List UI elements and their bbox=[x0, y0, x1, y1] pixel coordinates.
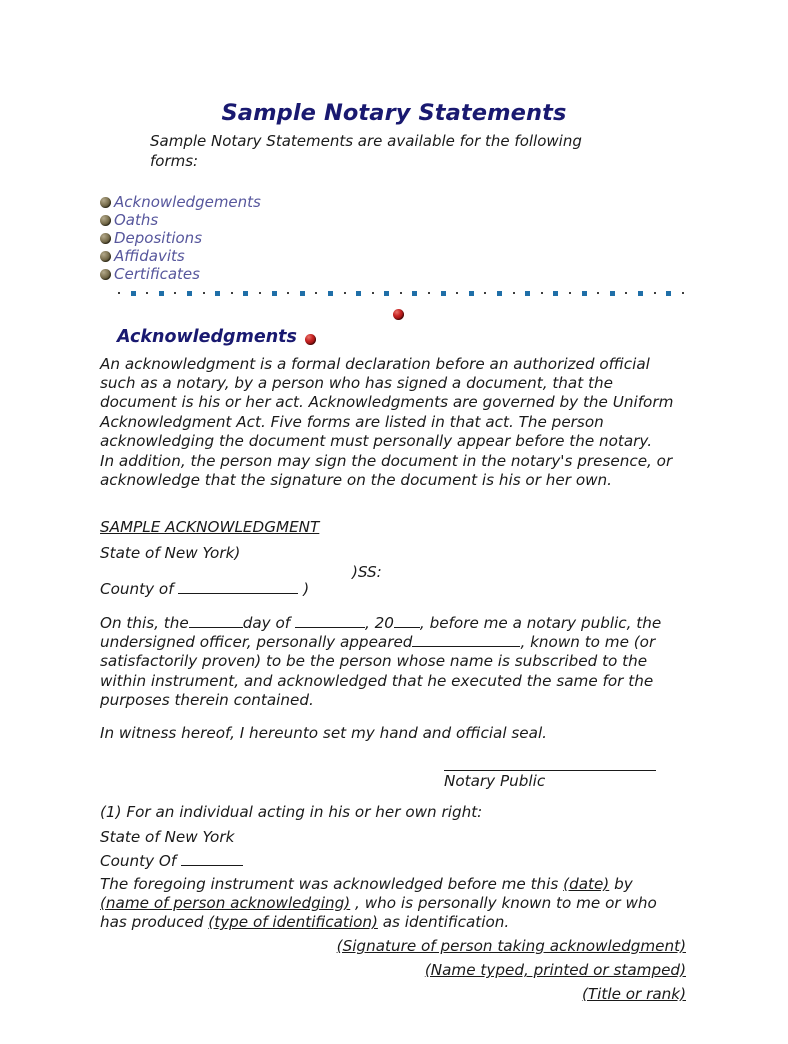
divider-dot-large bbox=[441, 291, 446, 296]
onthis-segment-3: , 20 bbox=[364, 614, 394, 632]
divider-dot-small bbox=[259, 292, 261, 294]
onthis-segment-1: On this, the bbox=[100, 614, 189, 632]
venue-state-line: State of New York) bbox=[100, 544, 241, 562]
divider-dot-small bbox=[146, 292, 148, 294]
red-sphere-bullet-icon bbox=[393, 309, 404, 320]
divider-dot-small bbox=[428, 292, 430, 294]
list-item[interactable] bbox=[100, 247, 261, 265]
day-blank-field[interactable] bbox=[189, 627, 243, 628]
divider-dot-small bbox=[541, 292, 543, 294]
date-placeholder[interactable]: (date) bbox=[563, 875, 610, 893]
list-item-label: Affidavits bbox=[114, 247, 185, 265]
red-sphere-bullet-icon bbox=[305, 334, 316, 345]
sphere-bullet-icon bbox=[100, 215, 111, 226]
notary-public-label: Notary Public bbox=[444, 772, 546, 790]
onthis-segment-5: , known to me (or satisfactorily proven) to be the person whose name is subscribed to the within instrument, and acknowledged that he executed the same for the purposes therein contained. bbox=[100, 633, 656, 709]
foregoing-segment-3: , who is personally known to me or who has produced bbox=[100, 894, 657, 932]
sphere-bullet-icon bbox=[100, 233, 111, 244]
divider-dot-large bbox=[412, 291, 417, 296]
onthis-segment-4: , before me a notary public, the undersigned officer, personally appeared bbox=[100, 614, 662, 652]
divider-dot-small bbox=[315, 292, 317, 294]
definition-paragraph: An acknowledgment is a formal declaration before an authorized official such as a notary, by a person who has signed a document, that the document is his or her act. Acknowledgments are governed by the Uniform Acknowledgment Act. Five forms are listed in that act. The person acknowledging the document must personally appear before the notary. bbox=[100, 355, 674, 450]
divider-dot-large bbox=[469, 291, 474, 296]
divider-dot-small bbox=[174, 292, 176, 294]
foregoing-segment-1: The foregoing instrument was acknowledged before me this bbox=[100, 875, 564, 893]
individual-county-blank-field[interactable] bbox=[181, 865, 243, 866]
signature-taker-line: (Signature of person taking acknowledgment) bbox=[336, 937, 686, 955]
title-rank-line: (Title or rank) bbox=[581, 985, 686, 1003]
notary-signature-block bbox=[444, 770, 656, 791]
divider-dot-large bbox=[243, 291, 248, 296]
divider-dot-large bbox=[328, 291, 333, 296]
divider-dot-large bbox=[638, 291, 643, 296]
divider-dot-small bbox=[372, 292, 374, 294]
acknowledgment-body-paragraph bbox=[100, 614, 668, 710]
divider-dot-large bbox=[525, 291, 530, 296]
list-item[interactable] bbox=[100, 211, 261, 229]
divider-dot-small bbox=[682, 292, 684, 294]
addition-paragraph: In addition, the person may sign the document in the notary's presence, or acknowledge that the signature on the document is his or her own. bbox=[100, 452, 673, 490]
divider-dot-small bbox=[569, 292, 571, 294]
list-item-label: Certificates bbox=[114, 265, 200, 283]
divider-dot-large bbox=[131, 291, 136, 296]
intro-paragraph: Sample Notary Statements are available for the following forms: bbox=[150, 132, 582, 170]
appeared-name-blank-field[interactable] bbox=[412, 646, 520, 647]
list-item[interactable] bbox=[100, 265, 261, 283]
form-list bbox=[100, 193, 261, 283]
witness-paragraph: In witness hereof, I hereunto set my hand and official seal. bbox=[100, 724, 548, 742]
sample-acknowledgment-heading: SAMPLE ACKNOWLEDGMENT bbox=[100, 518, 320, 536]
divider-dot-large bbox=[159, 291, 164, 296]
divider-dot-small bbox=[597, 292, 599, 294]
venue-county-paren: ) bbox=[303, 580, 310, 598]
month-blank-field[interactable] bbox=[295, 627, 365, 628]
divider-dot-small bbox=[654, 292, 656, 294]
name-placeholder[interactable]: (name of person acknowledging) bbox=[100, 894, 351, 913]
individual-county-line bbox=[100, 852, 243, 871]
sphere-bullet-icon bbox=[100, 197, 111, 208]
individual-state-line: State of New York bbox=[100, 828, 235, 846]
divider-dot-small bbox=[513, 292, 515, 294]
list-item-label: Acknowledgements bbox=[114, 193, 261, 211]
dotted-divider bbox=[118, 289, 684, 297]
venue-county-label: County of bbox=[100, 580, 174, 598]
year-blank-field[interactable] bbox=[394, 627, 420, 628]
divider-dot-large bbox=[187, 291, 192, 296]
section-heading: Acknowledgments bbox=[117, 327, 297, 347]
sphere-bullet-icon bbox=[100, 269, 111, 280]
venue-county-line bbox=[100, 580, 309, 599]
divider-dot-large bbox=[497, 291, 502, 296]
divider-dot-small bbox=[203, 292, 205, 294]
divider-dot-small bbox=[118, 292, 120, 294]
page-title: Sample Notary Statements bbox=[221, 100, 567, 126]
name-stamped-line: (Name typed, printed or stamped) bbox=[424, 961, 686, 979]
divider-dot-large bbox=[582, 291, 587, 296]
divider-dot-large bbox=[272, 291, 277, 296]
individual-item-label: (1) For an individual acting in his or her own right: bbox=[100, 803, 483, 821]
divider-dot-large bbox=[553, 291, 558, 296]
onthis-segment-2: day of bbox=[242, 614, 291, 632]
sphere-bullet-icon bbox=[100, 251, 111, 262]
list-item[interactable] bbox=[100, 229, 261, 247]
divider-dot-large bbox=[610, 291, 615, 296]
individual-county-label: County Of bbox=[100, 852, 177, 870]
venue-ss-line: )SS: bbox=[352, 563, 382, 581]
divider-dot-small bbox=[456, 292, 458, 294]
divider-dot-large bbox=[666, 291, 671, 296]
divider-dot-large bbox=[356, 291, 361, 296]
foregoing-segment-4: as identification. bbox=[377, 913, 510, 932]
list-item-label: Oaths bbox=[114, 211, 159, 229]
divider-dot-large bbox=[384, 291, 389, 296]
divider-dot-large bbox=[300, 291, 305, 296]
foregoing-segment-2: by bbox=[609, 875, 633, 893]
divider-dot-small bbox=[231, 292, 233, 294]
list-item-label: Depositions bbox=[114, 229, 203, 247]
divider-dot-large bbox=[215, 291, 220, 296]
divider-dot-small bbox=[625, 292, 627, 294]
identification-placeholder[interactable]: (type of identification) bbox=[208, 913, 378, 932]
list-item[interactable] bbox=[100, 193, 261, 211]
county-blank-field[interactable] bbox=[178, 593, 298, 594]
foregoing-paragraph bbox=[100, 875, 678, 933]
divider-dot-small bbox=[400, 292, 402, 294]
divider-dot-small bbox=[344, 292, 346, 294]
divider-dot-small bbox=[287, 292, 289, 294]
divider-dot-small bbox=[484, 292, 486, 294]
